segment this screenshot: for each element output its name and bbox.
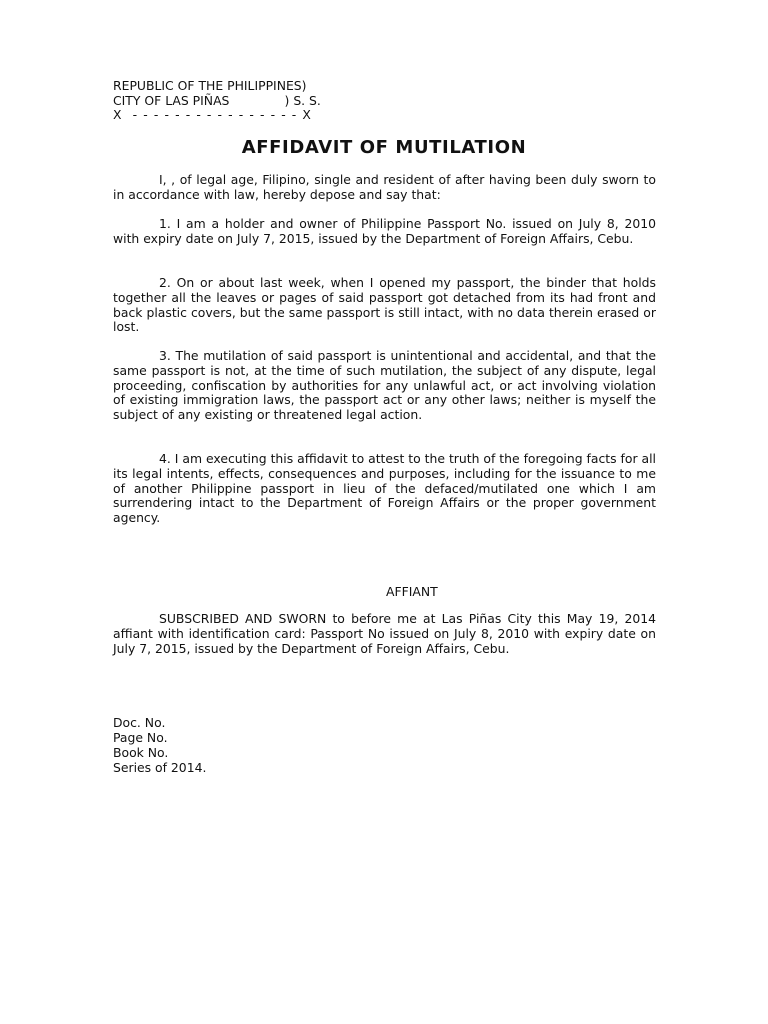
venue-separator: X - - - - - - - - - - - - - - - - X xyxy=(113,107,313,122)
paragraph-4: 4. I am executing this affidavit to attest to the truth of the foregoing facts for all its legal intents, effects, consequences and purposes, including for the issuance to me of another Philippine passport in lieu of the defaced/mutilated one which I am surrendering intact to the Department of Foreign Affairs or the proper government agency. xyxy=(113,451,656,525)
notary-details xyxy=(113,715,206,775)
venue-city: CITY OF LAS PIÑAS ) S. S. xyxy=(113,93,321,108)
venue-country: REPUBLIC OF THE PHILIPPINES) xyxy=(113,78,307,93)
paragraph-2: 2. On or about last week, when I opened my passport, the binder that holds together all the leaves or pages of said passport got detached from its had front and back plastic covers, but the same passport is still intact, with no data therein erased or lost. xyxy=(113,275,656,335)
jurat-paragraph: SUBSCRIBED AND SWORN to before me at Las Piñas City this May 19, 2014 affiant with identification card: Passport No issued on July 8, 2010 with expiry date on July 7, 2015, issued by the Department of Foreign Affairs, Cebu. xyxy=(113,611,656,656)
paragraph-3: 3. The mutilation of said passport is unintentional and accidental, and that the same passport is not, at the time of such mutilation, the subject of any dispute, legal proceeding, confiscation by authorities for any unlawful act, or act involving violation of existing immigration laws, the passport act or any other laws; neither is myself the subject of any existing or threatened legal action. xyxy=(113,348,656,422)
doc-number: Doc. No. xyxy=(113,715,166,730)
intro-paragraph: I, , of legal age, Filipino, single and resident of after having been duly sworn to in accordance with law, hereby depose and say that: xyxy=(113,172,656,202)
series-year: Series of 2014. xyxy=(113,760,207,775)
book-number: Book No. xyxy=(113,745,169,760)
page-number: Page No. xyxy=(113,730,168,745)
document-title: AFFIDAVIT OF MUTILATION xyxy=(241,137,527,158)
affiant-label: AFFIANT xyxy=(386,584,438,599)
paragraph-1: 1. I am a holder and owner of Philippine Passport No. issued on July 8, 2010 with expiry date on July 7, 2015, issued by the Department of Foreign Affairs, Cebu. xyxy=(113,216,656,246)
